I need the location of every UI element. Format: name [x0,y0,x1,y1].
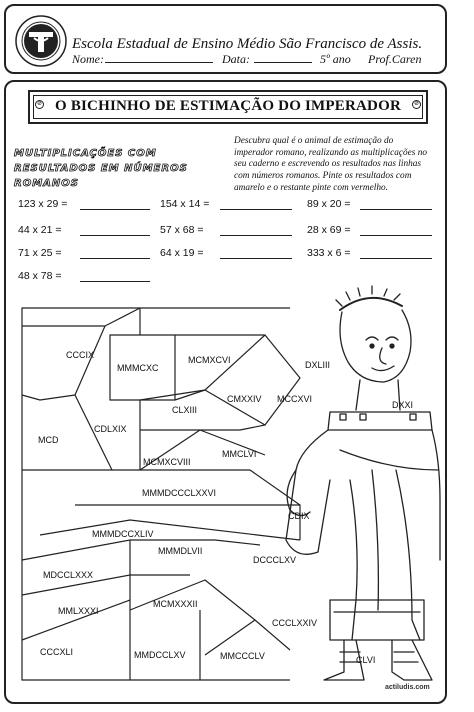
puzzle-label-18: MDCCLXXX [43,570,94,580]
grade-label: 5º ano [320,52,351,66]
puzzle-label-16: MMMDLVII [158,546,203,556]
puzzle-label-13: MMMDCCCLXXVI [142,488,217,498]
puzzle-label-10: MCD [38,435,59,445]
school-name: Escola Estadual de Ensino Médio São Francisco de Assis. [72,36,423,52]
problem-10: 48 x 78 = [18,270,62,282]
problem-4: 44 x 21 = [18,224,62,236]
problem-8: 64 x 19 = [160,247,204,259]
puzzle-label-8: DXXI [392,400,414,410]
teacher-label: Prof.Caren [368,52,422,66]
screw-icon: ⊘ [413,101,420,107]
problem-6: 28 x 69 = [307,224,351,236]
name-label: Nome: [72,52,104,66]
puzzle-label-7: CLXIII [172,405,198,415]
puzzle-label-23: MMDCCLXV [134,650,186,660]
puzzle-label-1: CCCIX [66,350,95,360]
puzzle-label-17: DCCCLXV [253,555,297,565]
worksheet-title: O BICHINHO DE ESTIMAÇÃO DO IMPERADOR [55,98,401,114]
puzzle-label-2: MMMCXC [117,363,159,373]
screw-icon: ⊘ [36,101,43,107]
puzzle-label-15: MMMDCCXLIV [92,529,154,539]
puzzle-label-20: MMLXXXI [58,606,99,616]
puzzle-label-11: MCMXCVIII [143,457,191,467]
problem-1: 123 x 29 = [18,198,68,210]
puzzle-label-9: CDLXIX [94,424,127,434]
puzzle-label-6: MCCXVI [277,394,313,404]
puzzle-label-25: CLVI [356,655,376,665]
puzzle-label-22: CCCXLI [40,647,74,657]
problem-7: 71 x 25 = [18,247,62,259]
instructions-text: Descubra qual é o animal de estimação do imperador romano, realizando as multiplicações no seu caderno e escrevendo os resultados nas linhas com números romanos. Pinte os resultados com amarelo e o restante pinte com vermelho. [234,136,427,193]
puzzle-label-5: CMXXIV [227,394,262,404]
watermark: actiludis.com [385,684,430,691]
problem-2: 154 x 14 = [160,198,210,210]
problem-3: 89 x 20 = [307,198,351,210]
problem-5: 57 x 68 = [160,224,204,236]
puzzle-label-3: MCMXCVI [188,355,231,365]
puzzle-label-24: MMCCCLV [220,651,265,661]
date-label: Data: [222,52,250,66]
problem-9: 333 x 6 = [307,247,351,259]
worksheet-subtitle: MULTIPLICAÇÕES COM RESULTADOS EM NÚMEROS ROMANOS [14,148,188,189]
puzzle-label-19: MCMXXXII [153,599,198,609]
puzzle-label-12: MMCLVI [222,449,257,459]
puzzle-label-4: DXLIII [305,360,331,370]
puzzle-label-14: CDIX [288,511,310,521]
puzzle-label-21: CCCLXXIV [272,618,318,628]
